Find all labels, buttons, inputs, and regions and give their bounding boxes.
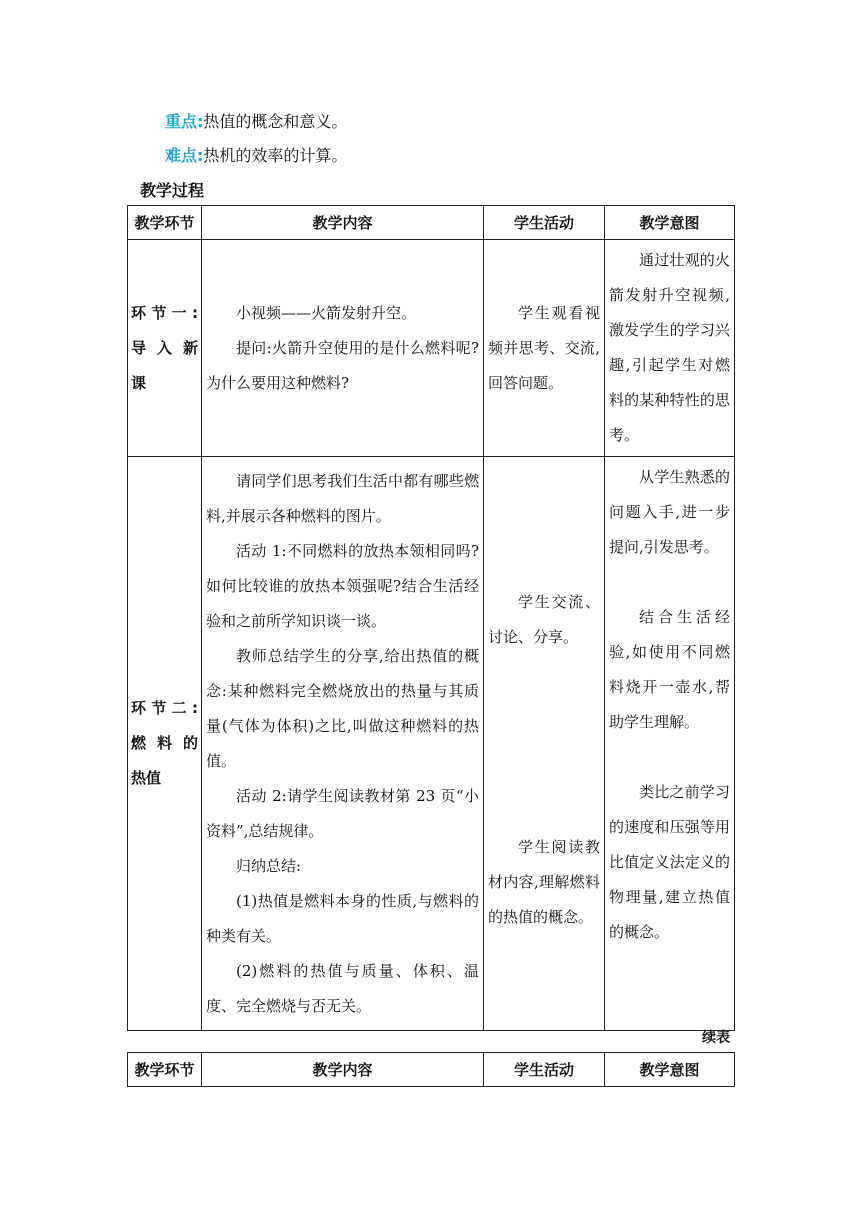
stage-line: 环节二: [131, 699, 198, 717]
intent-paragraph: 从学生熟悉的问题入手,进一步提问,引发思考。 [609, 468, 730, 556]
difficult-point-line [165, 146, 347, 166]
table-header-row [128, 206, 735, 240]
activity-paragraph: 学生观看视频并思考、交流,回答问题。 [488, 303, 600, 392]
header-stage: 教学环节 [128, 1053, 202, 1087]
stage-line: 导入新 [131, 338, 198, 357]
header-content: 教学内容 [202, 206, 484, 240]
stage-line: 课 [131, 373, 147, 392]
content-paragraph: 活动 1:不同燃料的放热本领相同吗?如何比较谁的放热本领强呢?结合生活经验和之前所学知识谈一谈。 [206, 541, 479, 630]
activity-paragraph: 学生阅读教材内容,理解燃料的热值的概念。 [488, 838, 600, 926]
content-paragraph: 教师总结学生的分享,给出热值的概念:某种燃料完全燃烧放出的热量与其质量(气体为体积)之比,叫做这种燃料的热值。 [206, 646, 479, 770]
table-header-row [128, 1053, 735, 1087]
content-cell [202, 457, 484, 1031]
stage-line: 燃料的 [131, 734, 198, 752]
stage-line: 热值 [131, 769, 162, 787]
content-paragraph: 提问:火箭升空使用的是什么燃料呢?为什么要用这种燃料? [206, 338, 479, 392]
content-paragraph: 活动 2:请学生阅读教材第 23 页“小资料”,总结规律。 [206, 786, 479, 840]
intent-paragraph: 类比之前学习的速度和压强等用比值定义法定义的物理量,建立热值的概念。 [609, 783, 730, 941]
table-row [128, 240, 735, 457]
continued-label: 续表 [702, 1030, 730, 1046]
content-paragraph: 小视频——火箭发射升空。 [236, 303, 417, 322]
intent-paragraph: 通过壮观的火箭发射升空视频,激发学生的学习兴趣,引起学生对燃料的某种特性的思考。 [609, 251, 730, 444]
content-paragraph: (1)热值是燃料本身的性质,与燃料的种类有关。 [206, 891, 479, 945]
header-content: 教学内容 [202, 1053, 484, 1087]
header-activity: 学生活动 [484, 206, 605, 240]
teaching-process-table [127, 205, 735, 1031]
header-stage: 教学环节 [128, 206, 202, 240]
continued-table [127, 1052, 735, 1087]
table-row [128, 457, 735, 1031]
key-point-label: 重点: [165, 112, 204, 131]
header-activity: 学生活动 [484, 1053, 605, 1087]
difficult-point-label: 难点: [165, 146, 204, 165]
activity-cell [484, 457, 605, 1031]
content-paragraph: (2)燃料的热值与质量、体积、温度、完全燃烧与否无关。 [206, 961, 479, 1015]
stage-cell [128, 457, 202, 1031]
intent-paragraph: 结合生活经验,如使用不同燃料烧开一壶水,帮助学生理解。 [609, 608, 730, 731]
intent-cell [605, 240, 735, 457]
section-title: 教学过程 [140, 181, 205, 200]
activity-cell [484, 240, 605, 457]
stage-line: 环节一: [131, 303, 198, 322]
difficult-point-text: 热机的效率的计算。 [203, 146, 348, 165]
key-point-text: 热值的概念和意义。 [203, 112, 348, 131]
key-point-line [165, 112, 347, 132]
stage-cell [128, 240, 202, 457]
header-intent: 教学意图 [605, 1053, 735, 1087]
content-paragraph: 归纳总结: [236, 856, 302, 875]
content-cell [202, 240, 484, 457]
header-intent: 教学意图 [605, 206, 735, 240]
activity-paragraph: 学生交流、讨论、分享。 [488, 593, 600, 646]
content-paragraph: 请同学们思考我们生活中都有哪些燃料,并展示各种燃料的图片。 [206, 471, 479, 525]
intent-cell [605, 457, 735, 1031]
